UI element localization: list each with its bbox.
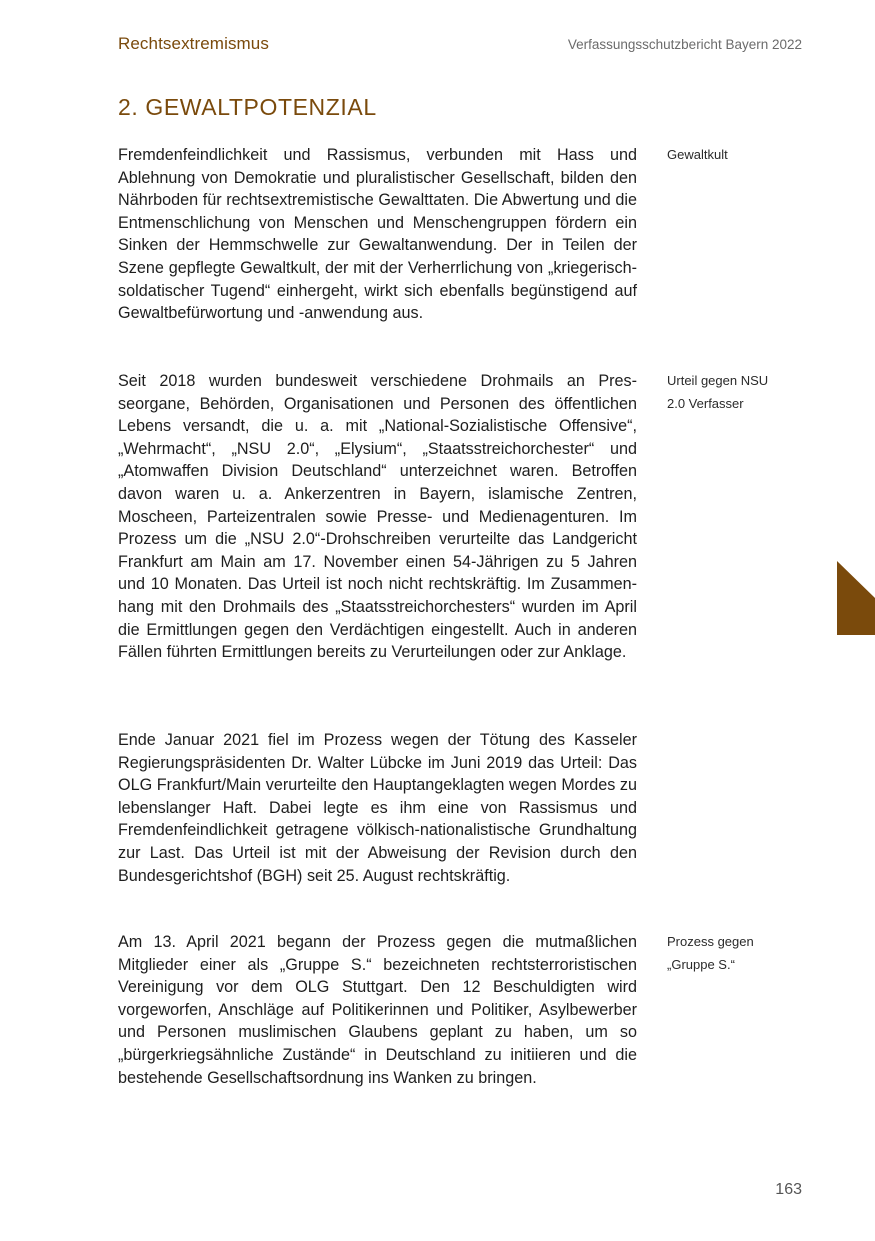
running-header-publication: Verfassungsschutzbericht Bayern 2022 [567, 37, 802, 52]
page-number: 163 [775, 1181, 802, 1198]
margin-note-line: Urteil gegen NSU [667, 373, 769, 388]
paragraph-gewaltkult: Fremdenfeindlichkeit und Rassismus, verbunden mit Hass und Ablehnung von Demokratie und pluralistischer Gesellschaft, bilden den Nährboden für rechtsextremistische Gewalttaten. Die Abwertung und die Entmenschlichung von Menschen und Menschengruppen fördern ein Sinken der Hemmschwelle zur Gewaltanwendung. Der in Teilen der Szene gepflegte Gewaltkult, der mit der Verherrlichung von „kriegerisch-soldatischer Tugend“ einhergeht, wirkt sich ebenfalls begünstigend auf Gewaltbefürwortung und -anwendung aus. [118, 146, 637, 323]
chapter-tab-marker [837, 561, 875, 635]
margin-note-line: Prozess gegen [667, 934, 754, 949]
section-title: 2. GEWALTPOTENZIAL [118, 94, 377, 120]
margin-note-gruppe-s [667, 931, 807, 976]
margin-note-line: 2.0 Verfasser [667, 395, 744, 411]
chapter-tab-shape [837, 561, 875, 635]
paragraph-gruppe-s: Am 13. April 2021 begann der Prozess gegen die mutmaßlichen Mitglieder einer als „Gruppe S.“ bezeichneten rechtsterroristischen Vereinigung vor dem OLG Stuttgart. Den 12 Beschuldigten wird vorgeworfen, Anschläge auf Politikerinnen und Politiker, Asylbewerber und Personen muslimischen Glaubens geplant zu haben, um so „bürgerkriegsähnliche Zustände“ in Deutschland zu initiieren und die bestehende Gesellschaftsordnung ins Wanken zu bringen. [118, 933, 637, 1087]
paragraph-drohmails: Seit 2018 wurden bundesweit verschiedene Drohmails an Presseorgane, Behörden, Organisationen und Personen des öffentlichen Lebens versandt, die u. a. mit „National-Sozialistische Offensive“, „Wehrmacht“, „NSU 2.0“, „Elysium“, „Staatsstreichorchester“ und „Atomwaffen Division Deutschland“ unterzeichnet waren. Betroffen davon waren u. a. Ankerzentren in Bayern, islamische Zentren, Moscheen, Parteizentralen sowie Presse- und Medienagenturen. Im Prozess um die „NSU 2.0“-Drohschreiben verurteilte das Landgericht Frankfurt am Main am 17. November einen 54-Jährigen zu 5 Jahren und 10 Monaten. Das Urteil ist noch nicht rechtskräftig. Im Zusammenhang mit den Drohmails des „Staatsstreichorchesters“ wurden im April die Ermittlungen gegen den Verdächtigen eingestellt. Auch in anderen Fällen führten Ermittlungen bereits zu Verurteilungen oder zur Anklage. [118, 372, 637, 662]
margin-note-line: Gewaltkult [667, 147, 728, 162]
paragraph-luebcke: Ende Januar 2021 fiel im Prozess wegen der Tötung des Kasseler Regierungspräsidenten Dr. Walter Lübcke im Juni 2019 das Urteil: Das OLG Frankfurt/Main verurteilte den Hauptangeklagten wegen Mordes zu lebenslanger Haft. Dabei legte es ihm eine von Rassismus und Fremdenfeindlichkeit getragene völkisch-nationalistische Grundhaltung zur Last. Das Urteil ist mit der Abweisung der Revision durch den Bundesgerichtshof (BGH) seit 25. August rechtskräftig. [118, 731, 637, 885]
margin-note-nsu [667, 370, 807, 415]
margin-note-gewaltkult [667, 144, 807, 167]
margin-note-line: „Gruppe S.“ [667, 956, 735, 972]
running-header-chapter: Rechtsextremismus [118, 34, 269, 53]
